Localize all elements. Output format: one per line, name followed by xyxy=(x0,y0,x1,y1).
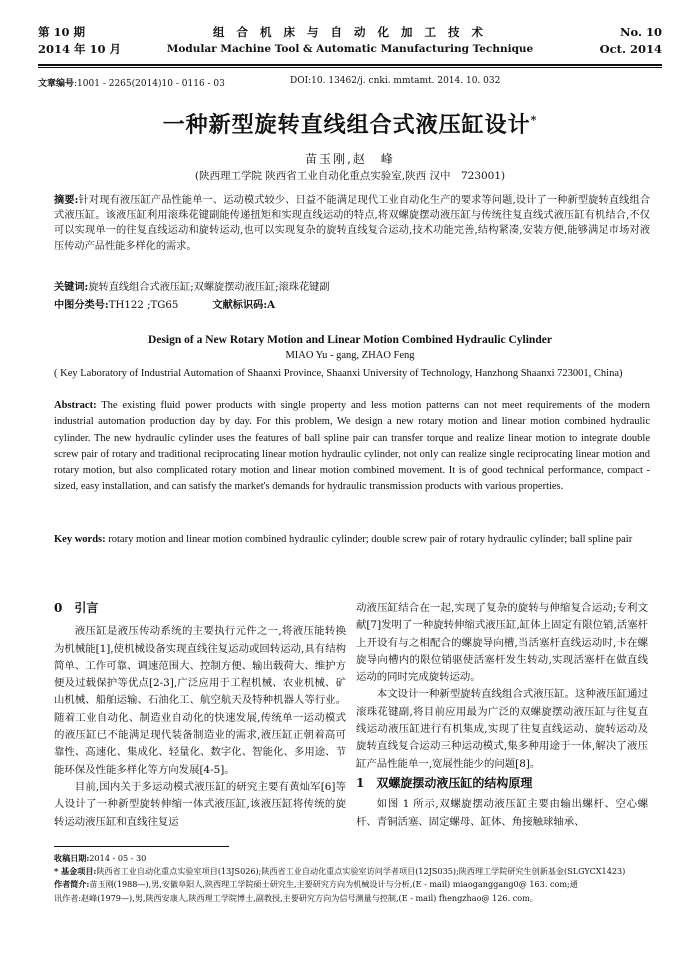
clc-value: TH122 ;TG65 xyxy=(108,300,179,311)
abstract-zh-text: 针对现有液压缸产品性能单一、运动模式较少、日益不能满足现代工业自动化生产的要求等问题,设计了一种新型旋转直线组合式液压缸。该液压缸利用滚珠花键副能传递扭矩和实现直线运动的特点,将双螺旋摆动液压缸与传统往复直线式液压缸有机结合,不仅可以实现单一的往复直线运动和旋转运动,也可以实现复杂的旋转直线复合运动,技术功能完善,结构紧凑,安装方便,能够满足市场对液压传动产品性能多样化的需求。 xyxy=(54,195,651,252)
keywords-zh-label: 关键词: xyxy=(54,281,89,293)
paragraph: 目前,国内关于多运动模式液压缸的研究主要有黄灿军[6]等人设计了一种新型旋转伸缩一体式液压缸,该液压缸将传统的旋转运动液压缸和直线往复运 xyxy=(54,780,346,828)
affiliation-zh: (陕西理工学院 陕西省工业自动化重点实验室,陕西 汉中 723001) xyxy=(194,170,506,182)
footnote-author xyxy=(54,878,650,904)
clc-label: 中图分类号: xyxy=(54,299,109,311)
header-left xyxy=(38,24,121,58)
paragraph: 本文设计一种新型旋转直线组合式液压缸。这种液压缸通过滚珠花键副,将目前应用最为广泛的双螺旋摆动液压缸与往复直线运动液压缸进行有机集成,实现了往复直线运动、旋转运动及旋转直线复合运动三种运动模式,集多种用途于一体,解决了液压缸产品性能单一,宽展性能少的问题[8]。 xyxy=(356,688,648,770)
header-rule-thin xyxy=(38,67,662,68)
paragraph: 液压缸是液压传动系统的主要执行元件之一,将液压能转换为机械能[1],使机械设备实现直线往复运动或回转运动,具有结构简单、工作可靠、调速范围大、控制方便、输出载荷大、维护方便及过载保护等优点[2-3],广泛应用于工程机械、农业机械、矿山机械、船舶运输、石油化工、航空航天及特种机器人等行业。随着工业自动化、制造业自动化的快速发展,传统单一运动模式的液压缸已不能满足现代装备制造业的需求,液压缸正朝着高可靠性、高速化、集成化、轻量化、数字化、智能化、多用途、节能环保及性能多样化等方向发展[4-5]。 xyxy=(54,625,346,776)
keywords-en xyxy=(54,532,650,548)
section-number: 1 xyxy=(356,775,365,790)
journal-name-zh: 组 合 机 床 与 自 动 化 加 工 技 术 xyxy=(212,25,488,39)
section-number: 0 xyxy=(54,601,63,615)
issue-number-zh: 第 10 期 xyxy=(38,25,86,39)
keywords-en-text: rotary motion and linear motion combined hydraulic cylinder; double screw pair of rotary hydraulic cylinder; ball spline pair xyxy=(105,534,633,545)
doi: DOI:10. 13462/j. cnki. mmtamt. 2014. 10. 032 xyxy=(290,76,501,86)
keywords-zh-text: 旋转直线组合式液压缸;双螺旋摆动液压缸;滚珠花键副 xyxy=(88,282,330,293)
header-center xyxy=(158,24,542,58)
paper-title-zh-text: 一种新型旋转直线组合式液压缸设计 xyxy=(162,112,531,138)
footnote-received xyxy=(54,852,650,865)
footnote-rule xyxy=(54,846,229,847)
paragraph: 如图 1 所示,双螺旋摆动液压缸主要由输出螺杆、空心螺杆、青铜活塞、固定螺母、缸体、角接触球轴承、 xyxy=(356,798,648,828)
authors-zh: 苗玉刚,赵 峰 xyxy=(305,152,395,166)
fund-text: 陕西省工业自动化重点实验室项目(13JS026);陕西省工业自动化重点实验室访问学者项目(12JS035);陕西理工学院研究生创新基金(SLGYCX1423) xyxy=(96,866,626,877)
doc-code-label: 文献标识码: xyxy=(212,299,268,311)
fund-label: * 基金项目: xyxy=(54,866,97,877)
header-right xyxy=(600,24,662,58)
paragraph: 动液压缸结合在一起,实现了复杂的旋转与伸缩复合运动;专利文献[7]发明了一种旋转伸缩式液压缸,缸体上固定有限位销,活塞杆上开设有与之相配合的螺旋导向槽,当活塞杆直线运动时,卡在螺旋导向槽内的限位销驱使活塞杆发生转动,实现活塞杆在做直线运动的同时完成旋转运动。 xyxy=(356,602,648,684)
issue-date-en: Oct. 2014 xyxy=(599,42,662,56)
paper-title-en: Design of a New Rotary Motion and Linear Motion Combined Hydraulic Cylinder xyxy=(148,334,552,346)
keywords-en-label: Key words: xyxy=(54,534,106,545)
article-number-label: 文章编号 xyxy=(38,79,75,89)
author-label: 作者简介: xyxy=(54,879,90,890)
received-date: 2014 - 05 - 30 xyxy=(89,853,147,863)
section-title: 双螺旋摆动液压缸的结构原理 xyxy=(376,775,533,790)
abstract-en-label: Abstract: xyxy=(54,400,97,411)
article-number: :1001 - 2265(2014)10 - 0116 - 03 xyxy=(74,79,225,89)
keywords-zh xyxy=(54,280,650,295)
authors-en: MIAO Yu - gang, ZHAO Feng xyxy=(285,350,415,361)
doc-code-value: A xyxy=(267,299,276,311)
section-heading-1 xyxy=(356,775,648,792)
received-label: 收稿日期: xyxy=(54,853,90,863)
author-text-2: 讯作者:赵峰(1979—),男,陕西安康人,陕西理工学院博士,副教授,主要研究方向为信号测量与控制,(E - mail) fhengzhao@ 126. com。 xyxy=(54,892,538,903)
classification xyxy=(54,296,275,311)
journal-name-en: Modular Machine Tool & Automatic Manufacturing Technique xyxy=(166,43,534,55)
header-rule-thick xyxy=(38,64,662,66)
issue-date-zh: 2014 年 10 月 xyxy=(38,42,122,56)
abstract-zh-label: 摘要: xyxy=(54,194,79,206)
paper-title-zh xyxy=(0,108,700,139)
issue-number-en: No. 10 xyxy=(620,25,662,39)
title-footnote-mark: * xyxy=(530,113,538,127)
article-meta xyxy=(38,76,501,89)
abstract-en xyxy=(54,398,650,496)
footnotes xyxy=(54,852,650,905)
footnote-fund xyxy=(54,865,650,878)
body-column-left xyxy=(54,600,346,831)
body-column-right xyxy=(356,600,648,831)
section-heading-0 xyxy=(54,600,346,617)
abstract-en-text: The existing fluid power products with single property and less motion patterns can not meet requirements of the modern industrial automation production day by day. For this problem, We design a new rotary motion and linear motion combined hydraulic cylinder. The new hydraulic cylinder uses the features of ball spline pair can transfer torque and realize linear motion to integrate double screw pair of rotary and traditional reciprocating linear motion hydraulic cylinder, not only can realize single reciprocating linear motion and rotary motion, but also complicated rotary motion and linear motion combined movement. It is of good technical performance, compact - sized, easy installation, and can satisfy the market's demands for hydraulic transmission products with various properties. xyxy=(54,400,650,493)
affiliation-en: ( Key Laboratory of Industrial Automation of Shaanxi Province, Shaanxi University of Technology, Hanzhong Shaanxi 723001, China) xyxy=(54,368,623,379)
abstract-zh xyxy=(54,193,650,254)
running-header xyxy=(38,24,662,62)
author-text-1: 苗玉刚(1988—),男,安徽阜阳人,陕西理工学院硕士研究生,主要研究方向为机械设计与分析,(E - mail) miaoganggang0@ 163. com;通 xyxy=(89,879,578,890)
section-title: 引言 xyxy=(74,601,99,615)
